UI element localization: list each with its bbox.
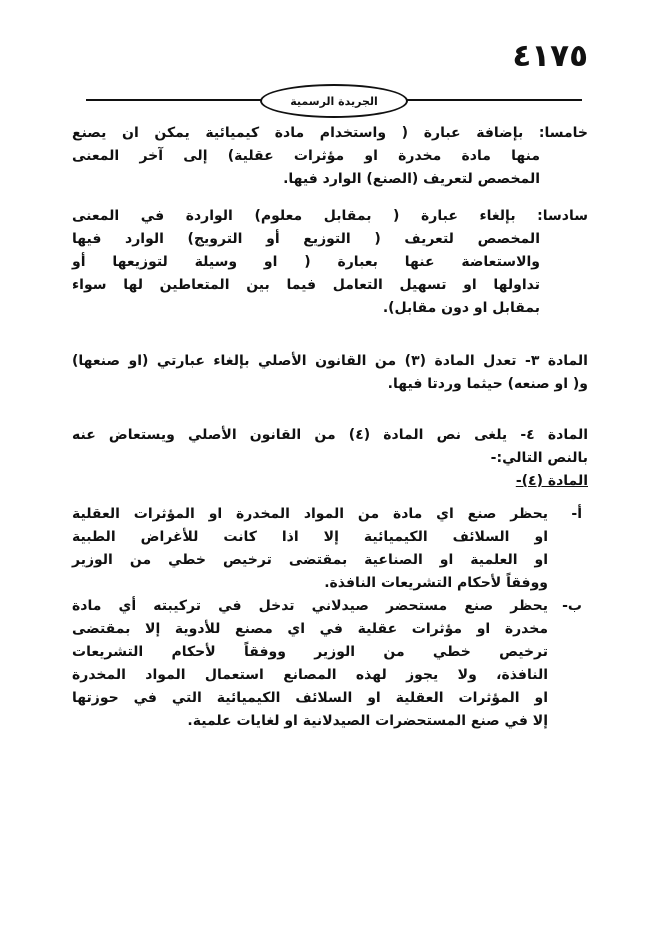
text-line: والاستعاضة عنها بعبارة ( او وسيلة لتوزيعها أو [72,254,540,270]
clause-sixth [72,205,588,320]
text-line: او المؤثرات العقلية او السلائف الكيميائية التي في حوزتها [72,690,548,706]
publication-badge [260,84,408,118]
list-marker: أ- [571,506,582,522]
text-line: يحظر صنع اي مادة من المواد المخدرة او المؤثرات العقلية [72,506,548,522]
text-line: و( او صنعه) حيثما وردتا فيها. [387,376,588,392]
text-line: يحظر صنع مستحضر صيدلاني تدخل في تركيبته أي مادة [72,598,548,614]
article-3 [72,350,588,396]
text-line: النافذة، ولا يجوز لهذه المصانع استعمال المواد المخدرة [72,667,548,683]
clause-fifth [72,122,588,191]
text-line: او السلائف الكيميائية إلا اذا كانت للأغراض الطبية [72,529,548,545]
publication-title: الجريدة الرسمية [290,94,378,108]
article-4 [72,424,588,493]
text-line: او العلمية او الصناعية بمقتضى ترخيص خطي من الوزير [72,552,548,568]
text-line: ترخيص خطي من الوزير ووفقاً لأحكام التشريعات [72,644,548,660]
page-number: ٤١٧٥ [512,38,588,74]
text-line: إلا في صنع المستحضرات الصيدلانية او لغايات علمية. [187,713,548,729]
text-line: المخصص لتعريف (الصنع) الوارد فيها. [283,171,540,187]
sub-article-heading: المادة (٤)- [515,473,588,489]
document-body [72,122,588,733]
text-line: ووفقاً لأحكام التشريعات النافذة. [324,575,548,591]
text-line: المادة ٤- يلغى نص المادة (٤) من القانون الأصلي ويستعاض عنه [72,427,589,443]
text-line: بمقابل او دون مقابل). [382,300,540,316]
list-item-a [72,503,588,595]
text-line: المادة ٣- تعدل المادة (٣) من القانون الأصلي بإلغاء عبارتي (او صنعها) [72,353,588,369]
text-line: خامسا: بإضافة عبارة ( واستخدام مادة كيميائية يمكن ان يصنع [72,125,588,141]
text-line: مخدرة او مؤثرات عقلية في اي مصنع للأدوية إلا بمقتضى [72,621,548,637]
text-line: تداولها او تسهيل التعامل فيما بين المتعاطين لها سواء [72,277,540,293]
text-line: بالنص التالي:- [490,450,588,466]
text-line: سادسا: بإلغاء عبارة ( بمقابل معلوم) الواردة في المعنى [72,208,588,224]
text-line: منها مادة مخدرة او مؤثرات عقلية) إلى آخر المعنى [72,148,540,164]
list-item-b [72,595,588,733]
list-marker: ب- [562,598,582,614]
text-line: المخصص لتعريف ( التوزيع أو الترويج) الوارد فيها [72,231,540,247]
